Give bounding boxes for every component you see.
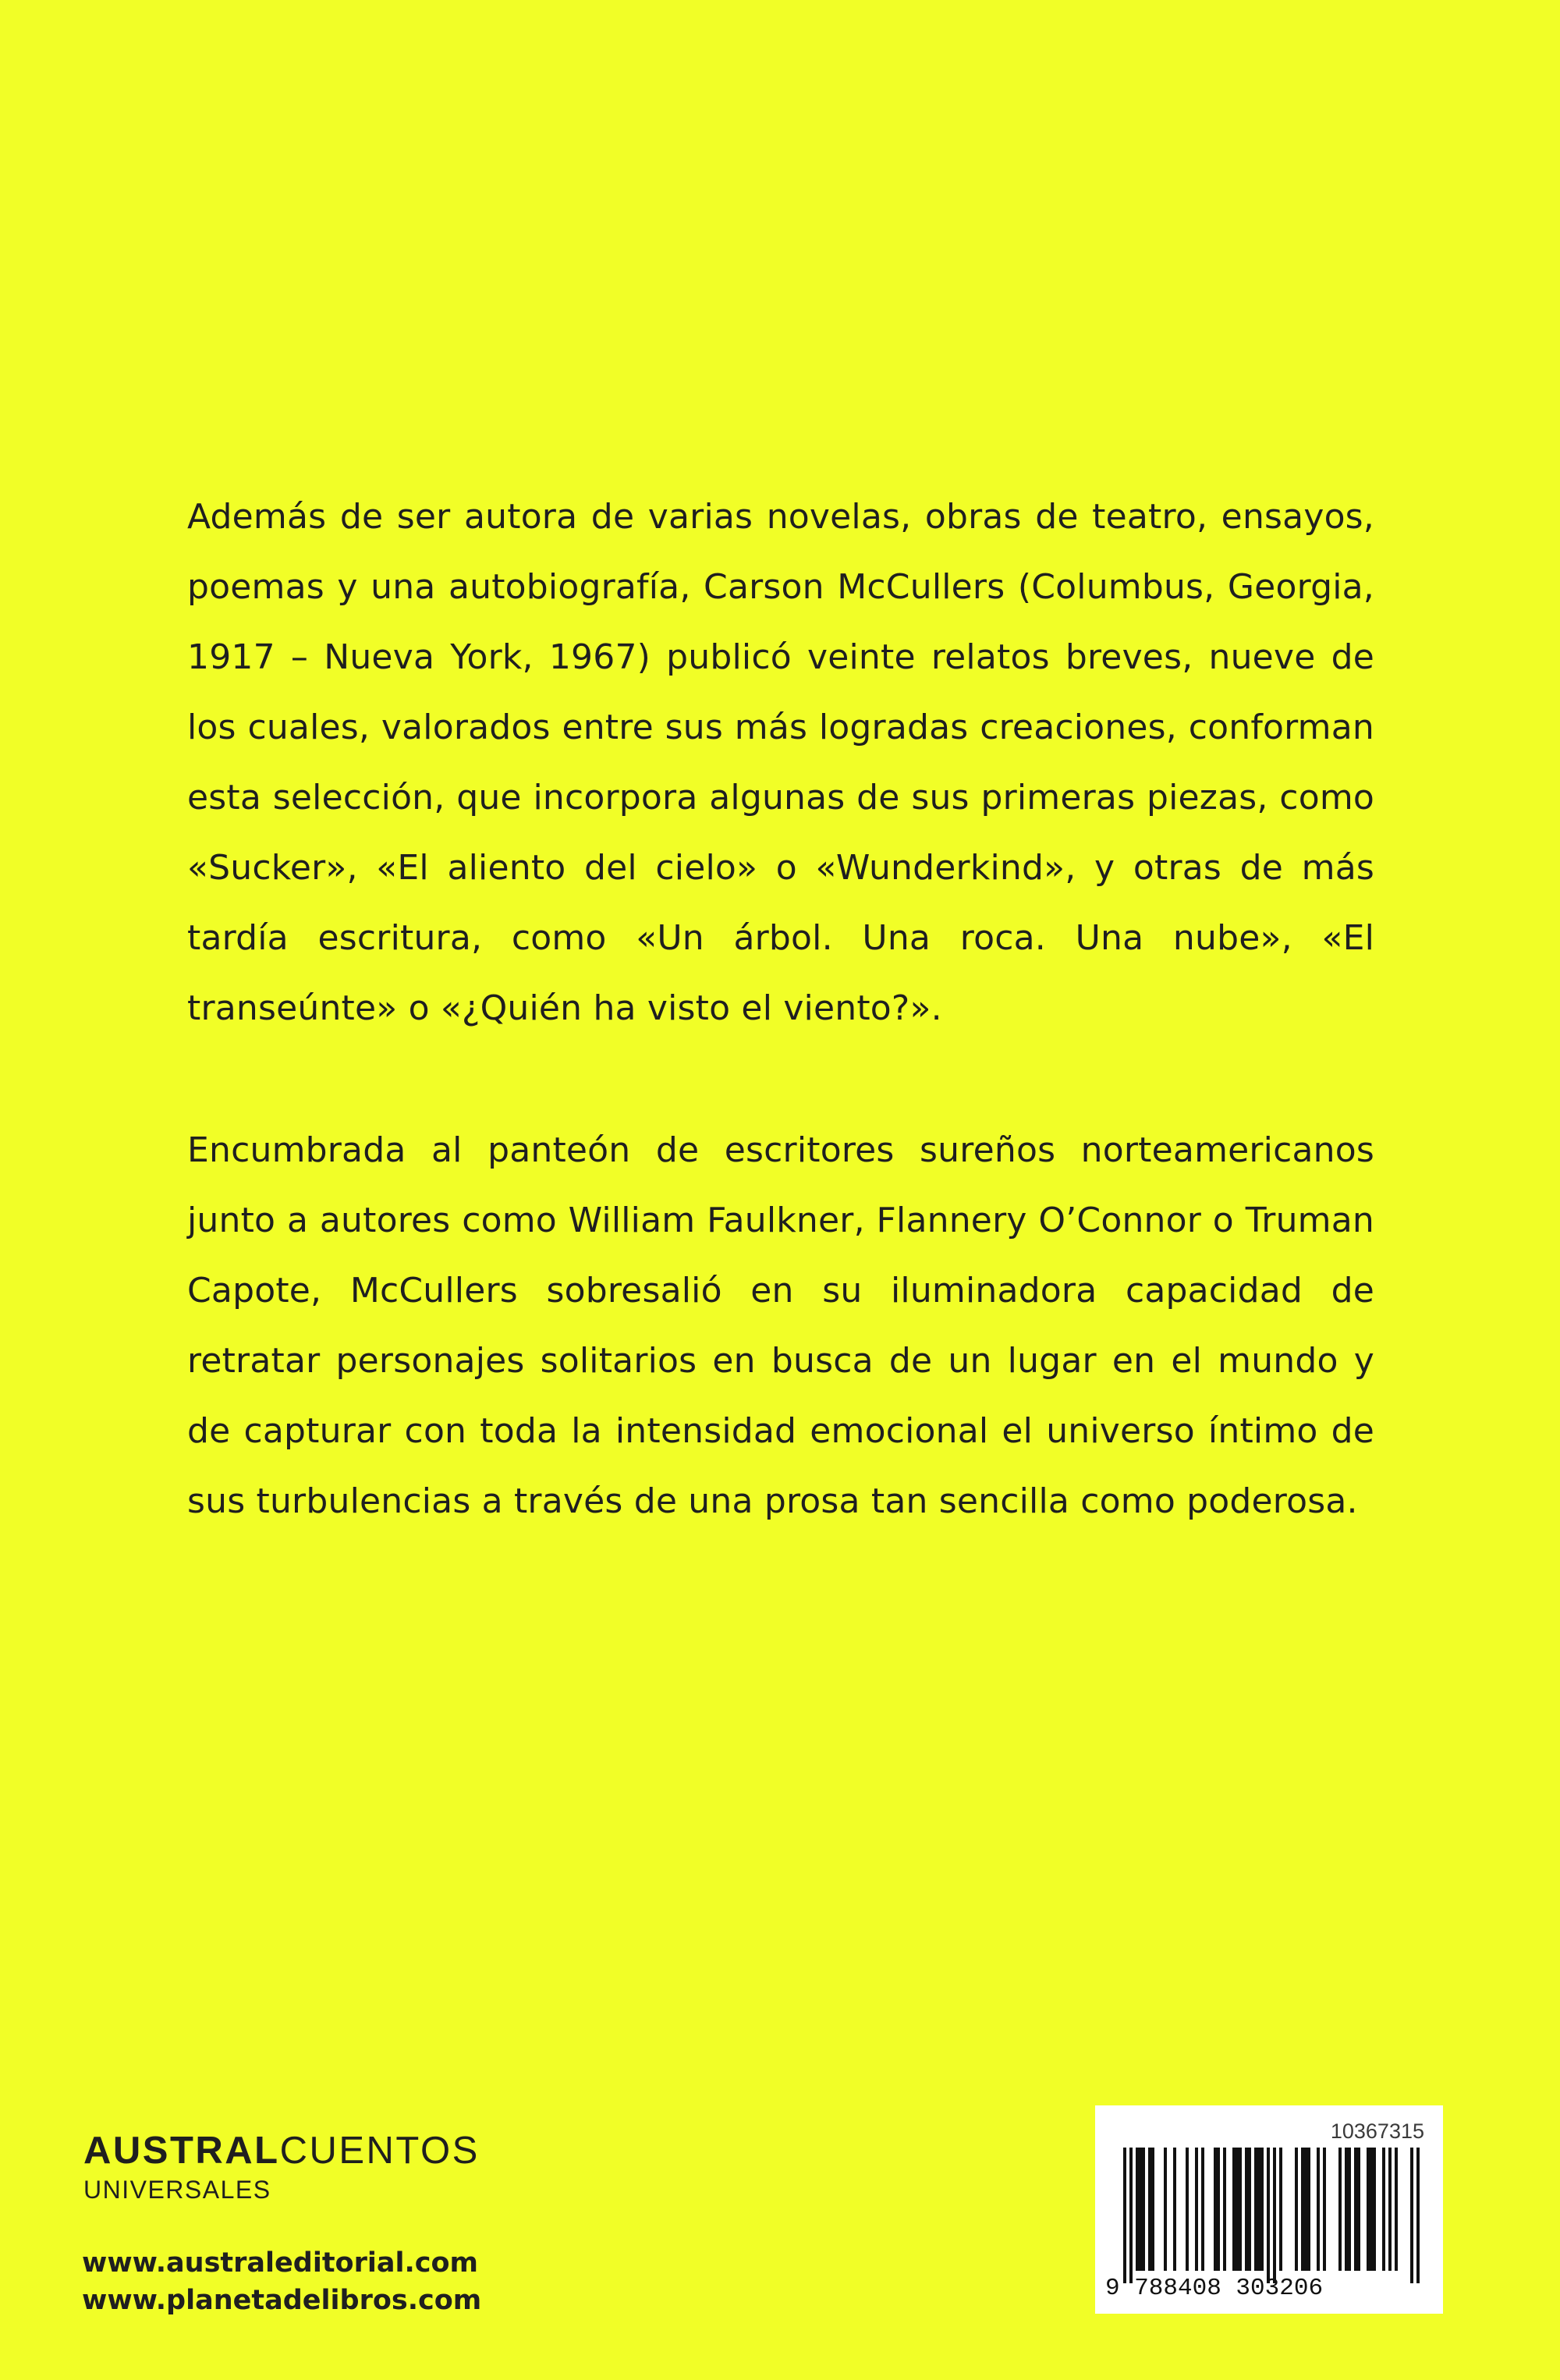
barcode-bar [1223, 2148, 1226, 2271]
barcode-bar [1248, 2148, 1251, 2271]
barcode-bar [1257, 2148, 1260, 2271]
barcode-guard-bar [1129, 2148, 1133, 2283]
barcode-bar [1348, 2148, 1351, 2271]
barcode-bar [1317, 2148, 1320, 2271]
barcode-bar [1173, 2148, 1176, 2271]
barcode-bar [1354, 2148, 1357, 2271]
website-link[interactable]: www.australeditorial.com [82, 2247, 479, 2279]
barcode-bar [1254, 2148, 1257, 2271]
barcode-bar [1151, 2148, 1154, 2271]
barcode-bar [1388, 2148, 1392, 2271]
barcode-bar [1236, 2148, 1239, 2271]
barcode-bar [1373, 2148, 1376, 2271]
barcode-panel [1095, 2105, 1443, 2314]
websites [82, 2244, 481, 2319]
barcode-bar [1301, 2148, 1304, 2271]
barcode-bar [1214, 2148, 1217, 2271]
barcode-guard-bar [1410, 2148, 1413, 2283]
barcode-bar [1345, 2148, 1348, 2271]
website-link[interactable]: www.planetadelibros.com [82, 2285, 482, 2316]
synopsis [187, 482, 1374, 1609]
barcode-bar [1357, 2148, 1360, 2271]
barcode-guard-bar [1267, 2148, 1270, 2283]
synopsis-paragraph: Encumbrada al panteón de escritores sureños norteamericanos junto a autores como William Faulkner, Flannery O’Connor o Truman Capote, McCullers sobresalió en su iluminadora capacidad de retratar personajes solitarios en busca de un lugar en el mundo y de capturar con toda la intensidad emocional el universo íntimo de sus turbulencias a través de una prosa tan sencilla como poderosa. [187, 1130, 1374, 1521]
barcode-bar [1195, 2148, 1198, 2271]
synopsis-paragraph: Además de ser autora de varias novelas, obras de teatro, ensayos, poemas y una autobiografía, Carson McCullers (Columbus, Georgia, 1917 – Nueva York, 1967) publicó veinte relatos breves, nueve de los cuales, valorados entre sus más logradas creaciones, conforman esta selección, que incorpora algunas de sus primeras piezas, como «Sucker», «El aliento del cielo» o «Wunderkind», y otras de más tardía escritura, como «Un árbol. Una roca. Una nube», «El transeúnte» o «¿Quién ha visto el viento?». [187, 497, 1374, 1028]
barcode-bar [1279, 2148, 1282, 2271]
barcode-bar [1395, 2148, 1398, 2271]
barcode-bar [1239, 2148, 1242, 2271]
brand-name [83, 2128, 480, 2173]
barcode-bar [1186, 2148, 1189, 2271]
brand-name-bold: AUSTRAL [83, 2130, 280, 2172]
barcode-guard-bar [1416, 2148, 1420, 2283]
barcode-bar [1338, 2148, 1342, 2271]
barcode-guard-bar [1123, 2148, 1126, 2283]
barcode-bar [1164, 2148, 1167, 2271]
barcode-bar [1232, 2148, 1236, 2271]
barcode-bar [1323, 2148, 1326, 2271]
barcode-bar [1139, 2148, 1142, 2271]
barcode-bar [1367, 2148, 1370, 2271]
barcode-bar [1136, 2148, 1139, 2271]
barcode-bar [1307, 2148, 1310, 2271]
isbn-digits: 9 788408 303206 [1105, 2275, 1324, 2302]
barcode-bar [1217, 2148, 1220, 2271]
barcode-bar [1382, 2148, 1385, 2271]
brand-name-regular: CUENTOS [279, 2130, 480, 2172]
barcode-bar [1142, 2148, 1145, 2271]
barcode-bar [1295, 2148, 1298, 2271]
collection-name: UNIVERSALES [83, 2176, 271, 2204]
publisher-logo [83, 2128, 480, 2204]
barcode-bar [1304, 2148, 1307, 2271]
barcode-bar [1201, 2148, 1204, 2271]
barcode-bar [1260, 2148, 1264, 2271]
barcode-bar [1148, 2148, 1151, 2271]
internal-code: 10367315 [1330, 2119, 1424, 2143]
barcode-guard-bar [1273, 2148, 1276, 2283]
barcode-bar [1370, 2148, 1373, 2271]
barcode-bar [1245, 2148, 1248, 2271]
